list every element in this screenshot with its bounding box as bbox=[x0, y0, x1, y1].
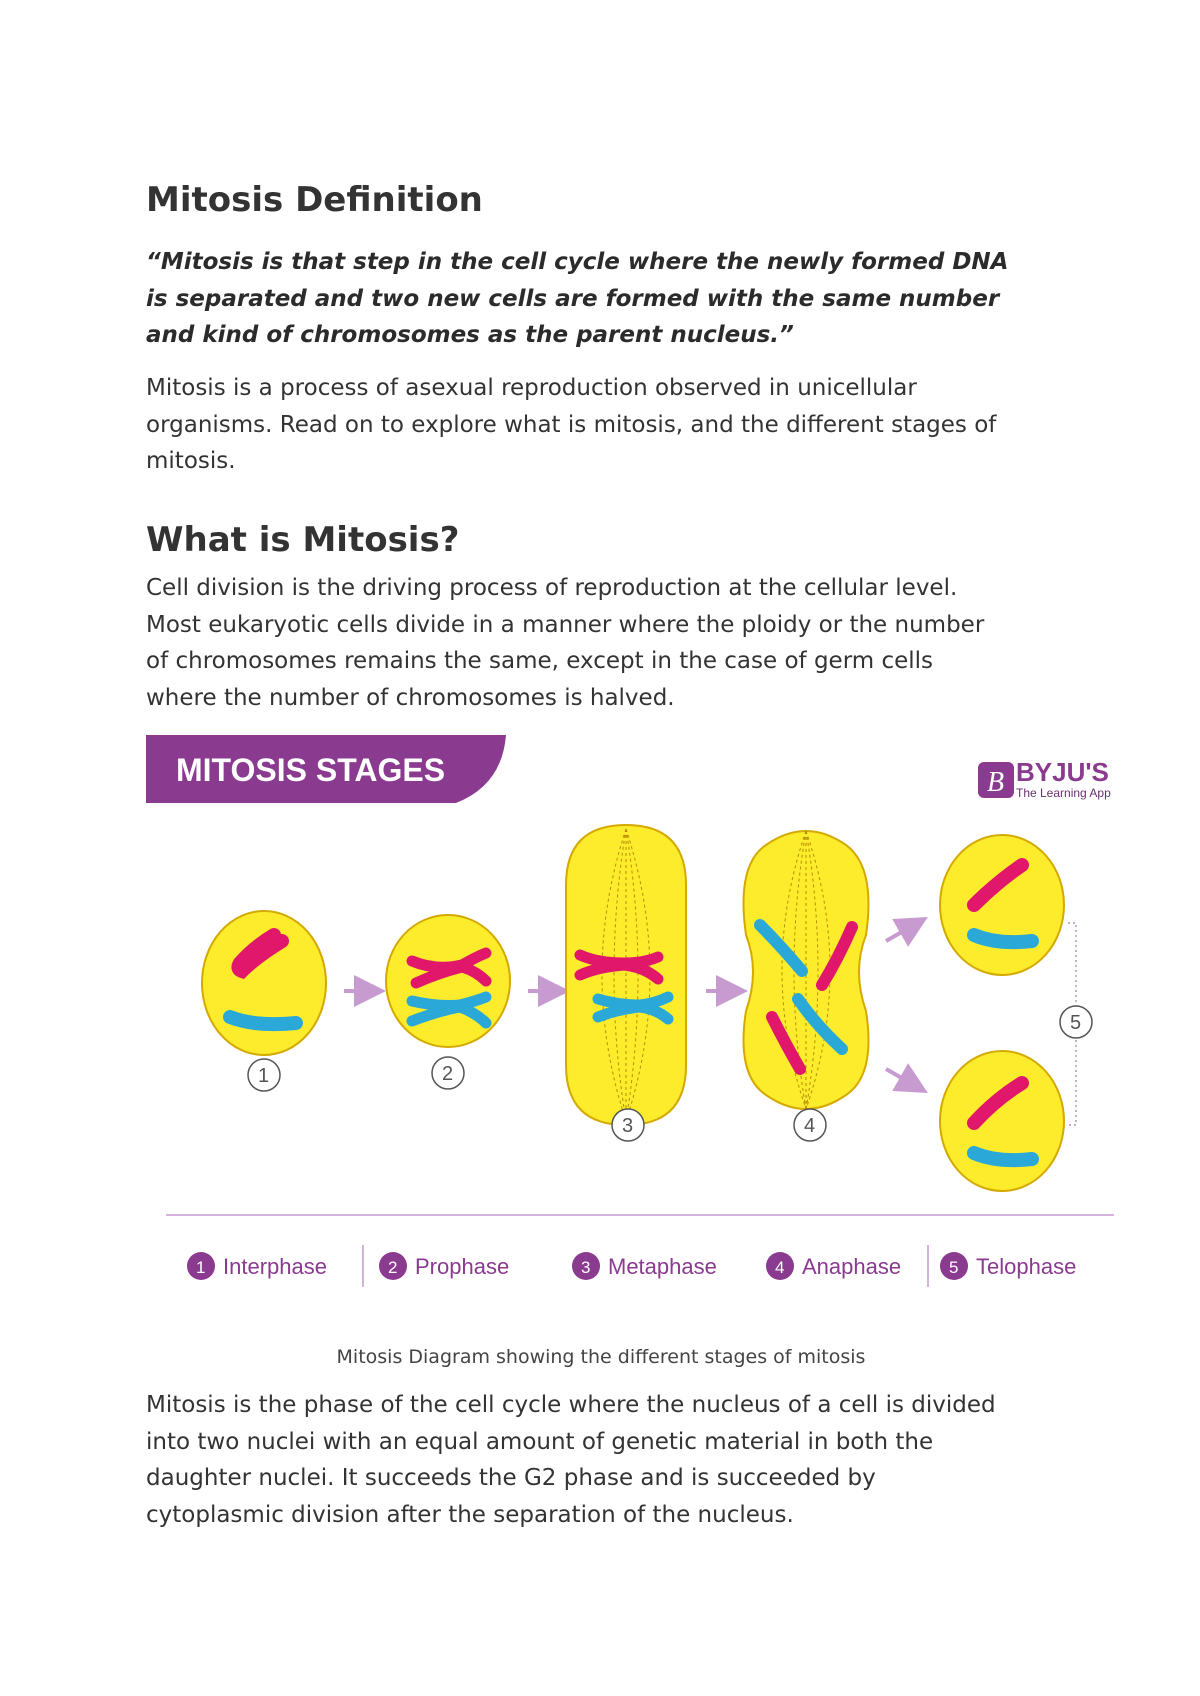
arrow-4-down bbox=[886, 1069, 914, 1085]
stage-4-cell bbox=[744, 831, 869, 1141]
intro-paragraph bbox=[146, 370, 1066, 480]
definition-quote bbox=[146, 244, 1066, 354]
mitosis-stages-figure bbox=[146, 735, 1126, 1315]
paragraph-line: cytoplasmic division after the separation of the nucleus. bbox=[146, 1501, 794, 1528]
legend-number: 5 bbox=[949, 1258, 959, 1277]
paragraph-line: daughter nuclei. It succeeds the G2 phase and is succeeded by bbox=[146, 1465, 876, 1491]
stage-number: 3 bbox=[622, 1115, 634, 1137]
stage-number: 5 bbox=[1070, 1012, 1082, 1034]
paragraph-line: Cell division is the driving process of reproduction at the cellular level. bbox=[146, 575, 958, 601]
logo-letter: B bbox=[987, 767, 1005, 798]
legend-label: Prophase bbox=[415, 1254, 510, 1279]
arrow-4-up bbox=[886, 925, 914, 941]
stage-2-cell bbox=[386, 915, 510, 1089]
paragraph-line: Mitosis is a process of asexual reproduction observed in unicellular bbox=[146, 375, 917, 401]
paragraph-line: where the number of chromosomes is halved. bbox=[146, 684, 675, 711]
heading-mitosis-definition: Mitosis Definition bbox=[146, 180, 483, 220]
quote-line: is separated and two new cells are formed with the same number bbox=[146, 285, 1000, 312]
legend-label: Anaphase bbox=[802, 1254, 902, 1279]
stage-3-cell bbox=[566, 825, 686, 1141]
legend-label: Telophase bbox=[976, 1254, 1077, 1279]
mitosis-phase-paragraph bbox=[146, 1387, 1066, 1533]
paragraph-line: mitosis. bbox=[146, 448, 236, 474]
banner bbox=[146, 735, 506, 803]
legend-label: Interphase bbox=[223, 1254, 327, 1279]
cell-division-paragraph bbox=[146, 570, 1066, 716]
paragraph-line: Mitosis is the phase of the cell cycle where the nucleus of a cell is divided bbox=[146, 1392, 996, 1418]
stage-number: 2 bbox=[442, 1063, 454, 1085]
paragraph-line: organisms. Read on to explore what is mitosis, and the different stages of bbox=[146, 411, 997, 438]
banner-title: MITOSIS STAGES bbox=[176, 752, 446, 788]
legend-number: 4 bbox=[775, 1258, 785, 1277]
stage-number: 4 bbox=[804, 1115, 816, 1137]
stage-5-cells bbox=[940, 835, 1092, 1191]
brand-name: BYJU'S bbox=[1016, 757, 1109, 787]
byjus-logo bbox=[978, 757, 1111, 800]
legend bbox=[187, 1245, 1076, 1287]
stage-1-cell bbox=[202, 911, 326, 1091]
legend-number: 3 bbox=[581, 1258, 591, 1277]
quote-line: and kind of chromosomes as the parent nucleus.” bbox=[146, 322, 794, 348]
paragraph-line: of chromosomes remains the same, except in the case of germ cells bbox=[146, 648, 934, 674]
paragraph-line: Most eukaryotic cells divide in a manner where the ploidy or the number bbox=[146, 611, 985, 638]
legend-number: 1 bbox=[196, 1258, 206, 1277]
legend-label: Metaphase bbox=[608, 1254, 717, 1279]
stage-number: 1 bbox=[258, 1065, 270, 1087]
brand-tagline: The Learning App bbox=[1016, 786, 1111, 800]
heading-what-is-mitosis: What is Mitosis? bbox=[146, 520, 460, 560]
paragraph-line: into two nuclei with an equal amount of genetic material in both the bbox=[146, 1428, 934, 1455]
figure-caption: Mitosis Diagram showing the different stages of mitosis bbox=[336, 1346, 866, 1368]
mitosis-diagram bbox=[146, 735, 1126, 1315]
legend-number: 2 bbox=[388, 1258, 398, 1277]
quote-line: “Mitosis is that step in the cell cycle where the newly formed DNA bbox=[146, 249, 1009, 275]
